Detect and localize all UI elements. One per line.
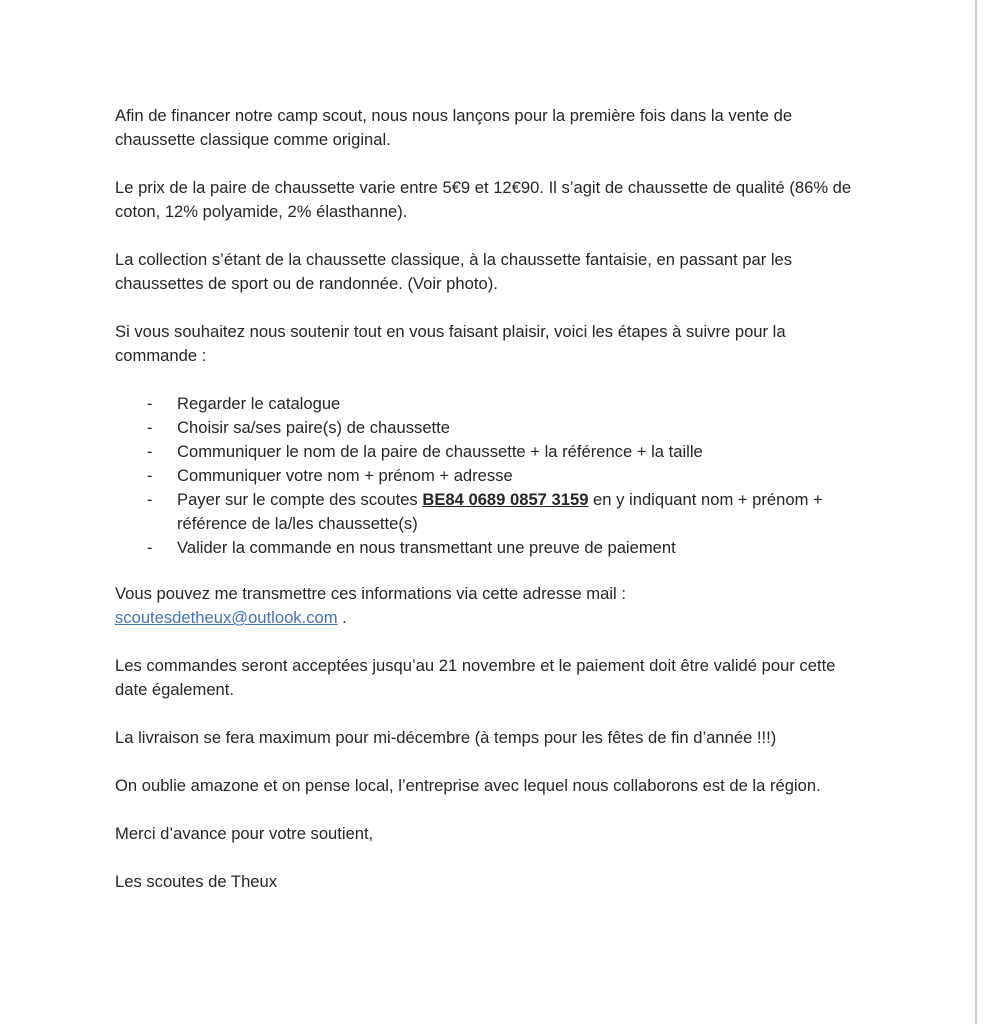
paragraph-price: Le prix de la paire de chaussette varie entre 5€9 et 12€90. Il s’agit de chaussette de qualité (86% de coton, 12% polyamide, 2% élasthanne). [115, 178, 852, 221]
list-item-label: Choisir sa/ses paire(s) de chaussette [177, 418, 450, 437]
paragraph-thanks: Merci d’avance pour votre soutient, [115, 824, 374, 843]
iban-account-number: BE84 0689 0857 3159 [422, 490, 589, 509]
paragraph-contact [115, 582, 868, 630]
list-item-label: Regarder le catalogue [177, 394, 341, 413]
paragraph-local: On oublie amazone et on pense local, l’entreprise avec lequel nous collaborons est de la région. [115, 776, 821, 795]
contact-trailing-period: . [337, 608, 347, 627]
list-item [115, 536, 868, 560]
list-item-label: Communiquer le nom de la paire de chaussette + la référence + la taille [177, 442, 703, 461]
list-item-label: Valider la commande en nous transmettant une preuve de paiement [177, 538, 676, 557]
list-item-label: Communiquer votre nom + prénom + adresse [177, 466, 513, 485]
list-marker-dash: - [147, 466, 153, 485]
list-item [115, 392, 868, 416]
document-body [115, 104, 868, 918]
list-item-payment [115, 488, 868, 536]
paragraph-intro: Afin de financer notre camp scout, nous nous lançons pour la première fois dans la vente de chaussette classique comme original. [115, 106, 793, 149]
paragraph-delivery: La livraison se fera maximum pour mi-décembre (à temps pour les fêtes de fin d’année !!!) [115, 728, 777, 747]
paragraph-deadline: Les commandes seront acceptées jusqu’au 21 novembre et le paiement doit être validé pour cette date également. [115, 656, 836, 699]
list-marker-dash: - [147, 394, 153, 413]
email-link[interactable]: scoutesdetheux@outlook.com [115, 608, 338, 627]
list-item [115, 464, 868, 488]
page-gutter [977, 0, 983, 1024]
list-item [115, 440, 868, 464]
list-item-label-before: Payer sur le compte des scoutes [177, 490, 423, 509]
list-marker-dash: - [147, 538, 153, 557]
list-marker-dash: - [147, 490, 153, 509]
contact-intro-text: Vous pouvez me transmettre ces informations via cette adresse mail : [115, 584, 626, 603]
paragraph-collection: La collection s’étant de la chaussette classique, à la chaussette fantaisie, en passant par les chaussettes de sport ou de randonnée. (Voir photo). [115, 250, 793, 293]
list-item-label-after: en y indiquant nom + prénom + référence de la/les chaussette(s) [177, 490, 823, 533]
paragraph-steps-intro: Si vous souhaitez nous soutenir tout en vous faisant plaisir, voici les étapes à suivre pour la commande : [115, 322, 786, 365]
list-item [115, 416, 868, 440]
order-steps-list [115, 392, 868, 560]
list-marker-dash: - [147, 442, 153, 461]
list-marker-dash: - [147, 418, 153, 437]
paragraph-signature: Les scoutes de Theux [115, 872, 278, 891]
